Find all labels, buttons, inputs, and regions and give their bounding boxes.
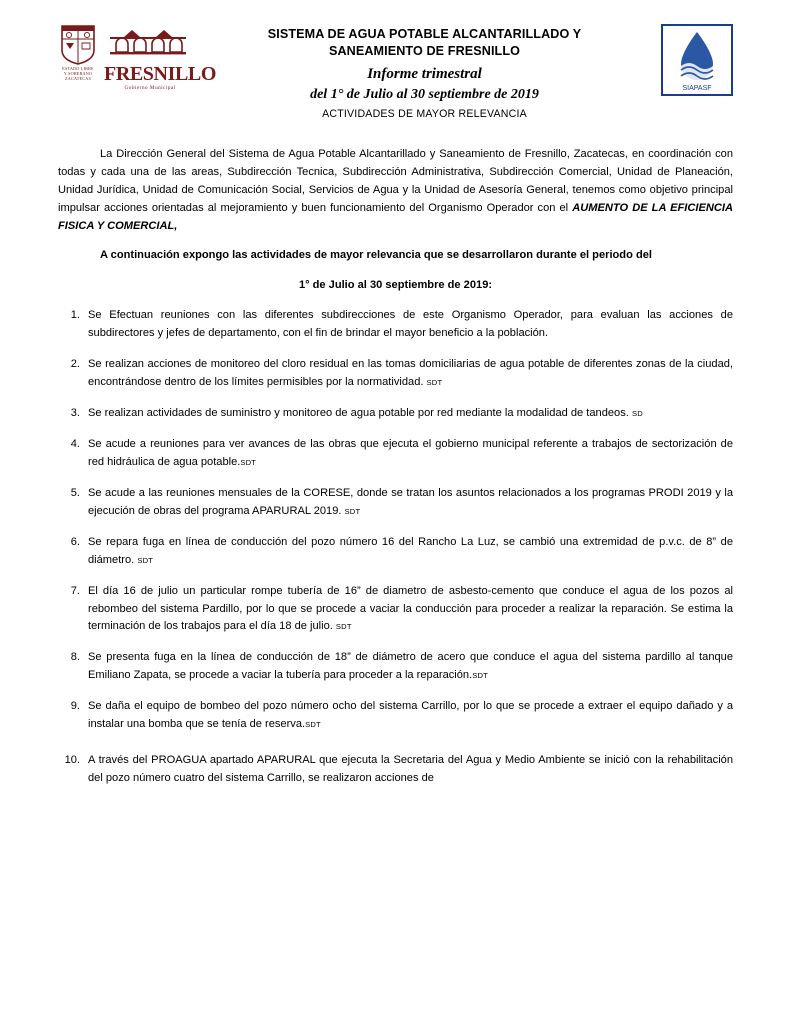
item-number: 5. [70, 486, 80, 499]
crest-caption: ESTADO LIBRE Y SOBERANO ZACATECAS [62, 66, 94, 81]
item-number: 7. [70, 584, 80, 597]
list-item [58, 649, 733, 685]
intro-text: La Dirección General del Sistema de Agua Potable Alcantarillado y Saneamiento de Fresnillo, Zacatecas, en coordinación con todas y cada una de las areas, Subdirección Tecnica, Subdirección Administrativa, Subdirección Comercial, Unidad de Planeación, Unidad Jurídica, Unidad de Comunicación Social, Servicios de Agua y la Unidad de Asesoría General, tenemos como objetivo principal impulsar acciones orientadas al mejoramiento y buen funcionamiento del Organismo Operador con el [58, 148, 733, 214]
item-tag: SDT [335, 622, 352, 632]
item-body: A través del PROAGUA apartado APARURAL que ejecuta la Secretaria del Agua y Medio Ambiente se inició con la rehabilitación del pozo número cuatro del sistema Carrillo, se realizaron acciones de [88, 754, 733, 785]
document-body [58, 146, 733, 788]
list-item [58, 698, 733, 734]
item-tag: SDT [472, 671, 488, 681]
item-number: 2. [70, 357, 80, 370]
item-body: Se realizan actividades de suministro y monitoreo de agua potable por red mediante la modalidad de tandeos. [88, 406, 632, 419]
item-text [88, 583, 733, 637]
fresnillo-subtitle: Gobierno Municipal [124, 85, 176, 91]
item-tag: SD [631, 408, 643, 418]
title-block [208, 22, 641, 120]
list-item [58, 356, 733, 392]
item-number: 8. [70, 651, 80, 664]
right-logo [641, 22, 733, 96]
report-subtitle: ACTIVIDADES DE MAYOR RELEVANCIA [322, 108, 527, 120]
document-header [58, 22, 733, 132]
document-title-line2: SANEAMIENTO DE FRESNILLO [328, 44, 521, 58]
item-body: Se acude a las reuniones mensuales de la CORESE, donde se tratan los asuntos relacionados a los programas PRODI 2019 y la ejecución de obras del programa APARURAL 2019. [88, 486, 733, 517]
item-text [88, 356, 733, 392]
item-body: Se repara fuga en línea de conducción del pozo número 16 del Rancho La Luz, se cambió una extremidad de p.v.c. de 8” de diámetro. [88, 535, 733, 566]
item-text [88, 485, 733, 521]
item-body: El día 16 de julio un particular rompe tubería de 16” de diametro de asbesto-cemento que conduce el agua de los pozos al rebombeo del sistema Pardillo, por lo que se procede a vaciar la conducción para proceder a realizar la reparación. Se estima la terminación de los trabajos para el día 18 de julio. [88, 584, 733, 633]
zacatecas-state-crest-icon [58, 24, 98, 81]
item-number: 6. [70, 535, 80, 548]
item-number: 3. [70, 406, 80, 419]
item-text [88, 436, 733, 472]
item-body: Se Efectuan reuniones con las diferentes subdirecciones de este Organismo Operador, para evaluan las acciones de subdirectores y jefes de departamento, con el fin de brindar el mayor beneficio a la población. [88, 308, 733, 339]
list-item [58, 485, 733, 521]
item-text [88, 698, 733, 734]
item-body: Se realizan acciones de monitoreo del cloro residual en las tomas domiciliarias de agua potable de diferentes zonas de la ciudad, encontrándose dentro de los límites permisibles por la normatividad. [88, 357, 733, 388]
item-number: 10. [64, 754, 80, 767]
item-text [88, 752, 733, 788]
list-item [58, 436, 733, 472]
item-number: 1. [70, 308, 80, 321]
item-tag: SDT [137, 555, 154, 565]
item-body: Se acude a reuniones para ver avances de las obras que ejecuta el gobierno municipal referente a trabajos de sectorización de red hidráulica de agua potable. [88, 437, 733, 468]
list-item [58, 405, 733, 423]
siapasf-logo-icon [661, 24, 733, 96]
item-body: Se presenta fuga en la línea de conducción de 18” de diámetro de acero que conduce el agua del sistema pardillo al tanque Emiliano Zapata, se procede a vaciar la tubería para proceder a la reparación. [88, 651, 733, 682]
fresnillo-arches-icon [104, 28, 192, 58]
svg-text:SIAPASF: SIAPASF [682, 85, 712, 92]
list-item [58, 583, 733, 637]
item-number: 4. [70, 437, 80, 450]
item-body: Se daña el equipo de bombeo del pozo número ocho del sistema Carrillo, por lo que se procede a extraer el equipo dañado y a instalar una bomba que se tenía de reserva. [88, 700, 733, 731]
item-text [88, 307, 733, 343]
item-tag: SDT [426, 377, 443, 387]
list-item [58, 752, 733, 788]
paragraph-continuacion: A continuación expongo las actividades de mayor relevancia que se desarrollaron durante el periodo del [100, 248, 652, 261]
item-tag: SDT [305, 720, 321, 730]
left-logos [58, 22, 216, 91]
paragraph-intro [58, 146, 733, 236]
fresnillo-wordmark: FRESNILLO [104, 63, 216, 85]
report-period: del 1° de Julio al 30 septiembre de 2019 [310, 87, 539, 102]
document-title-line1: SISTEMA DE AGUA POTABLE ALCANTARILLADO Y [267, 27, 582, 41]
item-text [88, 405, 733, 423]
list-item [58, 534, 733, 570]
item-number: 9. [70, 700, 80, 713]
item-text [88, 649, 733, 685]
list-item [58, 307, 733, 343]
activities-list [58, 307, 733, 788]
fresnillo-municipal-logo [104, 24, 216, 91]
item-text [88, 534, 733, 570]
item-tag: SDT [240, 457, 257, 467]
period-heading: 1° de Julio al 30 septiembre de 2019: [298, 278, 493, 291]
item-tag: SDT [344, 506, 361, 516]
intro-emphasis: AUMENTO DE LA EFICIENCIA FISICA Y COMERCIAL, [58, 201, 733, 232]
report-type: Informe trimestral [367, 66, 482, 82]
